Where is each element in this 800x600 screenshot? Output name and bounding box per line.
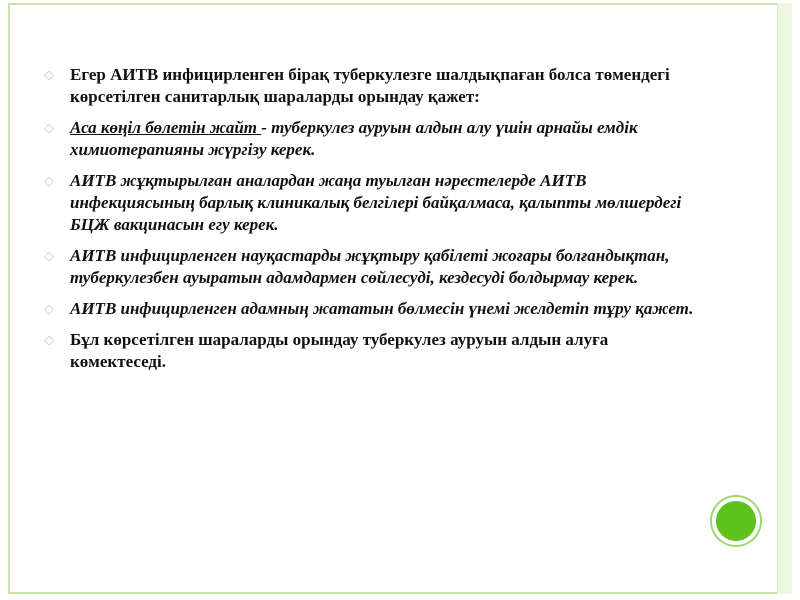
bullet-item-bcg-vaccine bbox=[44, 170, 694, 236]
slide-content bbox=[44, 64, 694, 382]
green-circle-decoration bbox=[712, 497, 760, 545]
bullet-item-conclusion bbox=[44, 329, 694, 373]
bullet-item-chemotherapy bbox=[44, 117, 694, 161]
bullet-emphasis-text: Аса көңіл бөлетін жайт bbox=[70, 118, 262, 137]
bullet-text: АИТВ инфицирленген науқастарды жұқтыру қабілеті жоғары болғандықтан, туберкулезбен ауыратын адамдармен сөйлесуді, кездесуді болдырмау керек. bbox=[70, 246, 670, 287]
bullet-diamond-icon: ◇ bbox=[44, 67, 54, 82]
bullet-text: АИТВ инфицирленген адамның жататын бөлмесін үнемі желдетіп тұру қажет. bbox=[70, 299, 694, 318]
bullet-diamond-icon: ◇ bbox=[44, 301, 54, 316]
bullet-text: АИТВ жұқтырылған аналардан жаңа туылған нәрестелерде АИТВ инфекциясының барлық клиникалық белгілері байқалмаса, қалыпты мөлшердегі БЦЖ вакцинасын егу керек. bbox=[70, 171, 682, 234]
bullet-diamond-icon: ◇ bbox=[44, 173, 54, 188]
right-decorative-bar bbox=[777, 3, 792, 594]
bullet-text: Бұл көрсетілген шараларды орындау туберкулез ауруын алдын алуға көмектеседі. bbox=[70, 330, 609, 371]
bullet-diamond-icon: ◇ bbox=[44, 332, 54, 347]
bullet-item-intro bbox=[44, 64, 694, 108]
bullet-text: Егер АИТВ инфицирленген бірақ туберкулезге шалдықпаған болса төмендегі көрсетілген санитарлық шараларды орындау қажет: bbox=[70, 65, 670, 106]
bullet-item-ventilation bbox=[44, 298, 694, 320]
bullet-text: - туберкулез ауруын алдын алу үшін арнайы емдік химиотерапияны жүргізу керек. bbox=[70, 118, 638, 159]
bullet-diamond-icon: ◇ bbox=[44, 248, 54, 263]
bullet-diamond-icon: ◇ bbox=[44, 120, 54, 135]
bullet-item-avoid-contact bbox=[44, 245, 694, 289]
